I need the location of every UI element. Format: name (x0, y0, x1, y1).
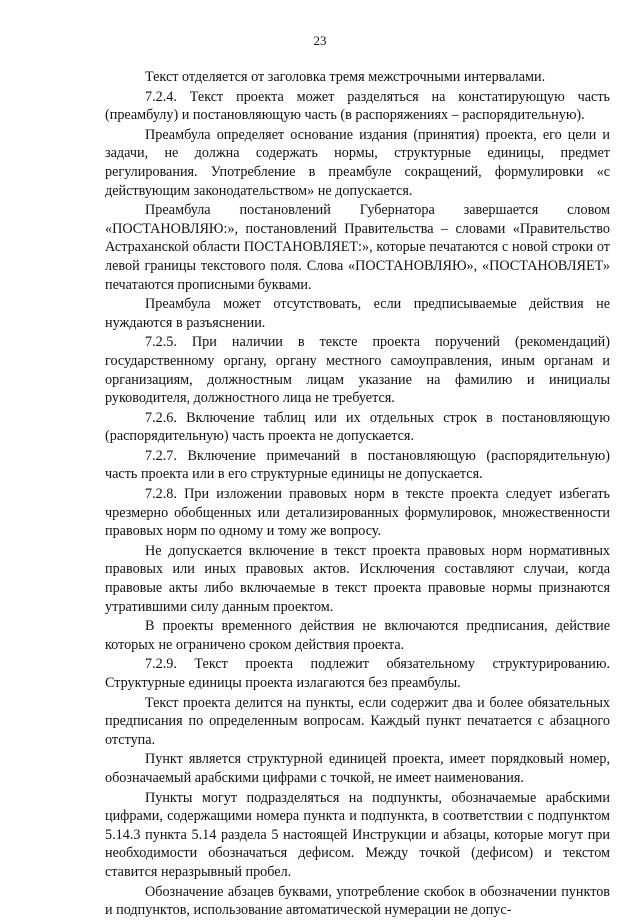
paragraph: Преамбула может отсутствовать, если предписываемые действия не нуждаются в разъяснении. (105, 296, 610, 331)
page-number: 23 (313, 33, 327, 48)
paragraph: Пункт является структурной единицей проекта, имеет порядковый номер, обозначаемый арабскими цифрами с точкой, не имеет наименования. (105, 751, 610, 786)
paragraph: В проекты временного действия не включаются предписания, действие которых не ограничено сроком действия проекта. (105, 618, 610, 653)
paragraph: 7.2.4. Текст проекта может разделяться на констатирующую часть (преамбулу) и постановляющую часть (в распоряжениях – распорядительную). (105, 88, 610, 124)
paragraph: 7.2.6. Включение таблиц или их отдельных строк в постановляющую (распорядительную) часть проекта не допускается. (105, 409, 610, 445)
body-text (105, 68, 610, 921)
paragraph: Текст отделяется от заголовка тремя межстрочными интервалами. (145, 69, 546, 85)
paragraph: Пункты могут подразделяться на подпункты, обозначаемые арабскими цифрами, содержащими номера пункта и подпункта, в соответствии с подпунктом 5.14.3 пункта 5.14 раздела 5 настоящей Инструкции и абзацы, которые могут при необходимости обозначаться дефисом. Между точкой (дефисом) и текстом ставится неразрывный пробел. (105, 789, 610, 880)
paragraph: 7.2.7. Включение примечаний в постановляющую (распорядительную) часть проекта или в его структурные единицы не допускается. (105, 447, 610, 483)
paragraph: Не допускается включение в текст проекта правовых норм нормативных правовых или иных правовых актов. Исключения составляют случаи, когда правовые акты либо включаемые в текст проекта правовые нормы признаются утратившими силу данным проектом. (105, 542, 610, 615)
paragraph: Текст проекта делится на пункты, если содержит два и более обязательных предписания по определенным вопросам. Каждый пункт печатается с абзацного отступа. (105, 694, 610, 748)
paragraph: 7.2.8. При изложении правовых норм в тексте проекта следует избегать чрезмерно обобщенных или детализированных формулировок, множественности правовых норм по одному и тому же вопросу. (105, 486, 610, 540)
paragraph: Обозначение абзацев буквами, употребление скобок в обозначении пунктов и подпунктов, использование автоматической нумерации не допус- (105, 883, 610, 919)
paragraph: 7.2.9. Текст проекта подлежит обязательному структурированию. Структурные единицы проекта излагаются без преамбулы. (105, 656, 610, 691)
paragraph: Преамбула постановлений Губернатора завершается словом «ПОСТАНОВЛЯЮ:», постановлений Правительства – словами «Правительство Астраханской области ПОСТАНОВЛЯЕТ:», которые печатаются с новой строки от левой границы текстового поля. Слова «ПОСТАНОВЛЯЮ», «ПОСТАНОВЛЯЕТ» печатаются прописными буквами. (105, 202, 610, 293)
paragraph: 7.2.5. При наличии в тексте проекта поручений (рекомендаций) государственному органу, органу местного самоуправления, иным органам и организациям, должностным лицам указание на фамилию и инициалы руководителя, должностного лица не требуется. (105, 334, 610, 407)
paragraph: Преамбула определяет основание издания (принятия) проекта, его цели и задачи, не должна содержать нормы, структурные единицы, предмет регулирования. Употребление в преамбуле сокращений, формулировки «с действующим законодательством» не допускается. (105, 126, 610, 199)
